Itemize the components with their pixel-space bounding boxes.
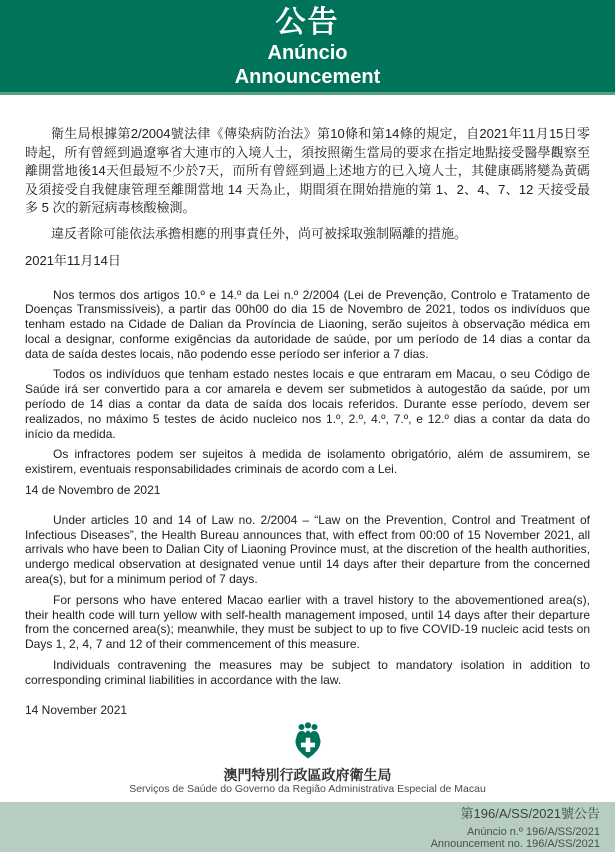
- date-zh: 2021年11月14日: [25, 253, 121, 268]
- date-en: 14 November 2021: [25, 702, 128, 717]
- page-title-zh: 公告: [275, 6, 340, 39]
- organization-name-zh: 澳門特別行政區政府衛生局: [223, 767, 392, 783]
- page-title-en: Announcement: [234, 66, 381, 88]
- paragraph-en-2: For persons who have entered Macao earlier with a travel history to the abovementioned area(s), their health code will turn yellow with self-health management imposed, until 14 days after their departure from the concerned area(s); meanwhile, they must be subject to up to five COVID-19 nucleic acid tests on Days 1, 2, 4, 7 and 12 of their commencement of this measure.: [25, 592, 590, 652]
- header-banner: [0, 0, 615, 95]
- organization-name-pt: Serviços de Saúde do Governo da Região Administrativa Especial de Macau: [129, 783, 486, 795]
- paragraph-pt-3: Os infractores podem ser sujeitos à medida de isolamento obrigatório, além de assumirem, se existirem, eventuais responsabilidades criminais de acordo com a Lei.: [25, 447, 590, 477]
- paragraph-pt-1: Nos termos dos artigos 10.º e 14.º da Lei n.º 2/2004 (Lei de Prevenção, Controlo e Tratamento de Doenças Transmissíveis), a partir das 00h00 do dia 15 de Novembro de 2021, todos os indivíduos que tenham estado na Cidade de Dalian da Província de Liaoning, serão sujeitos à observação médica em local a designar, conforme exigências da autoridade de saúde, por um período de 14 dias a contar da data de saída destes locais, não podendo esse período ser inferior a 7 dias.: [25, 287, 590, 361]
- announcement-body: [0, 95, 615, 717]
- reference-band: [0, 802, 615, 852]
- reference-number-zh: 第196/A/SS/2021號公告: [460, 806, 600, 821]
- paragraph-en-3: Individuals contravening the measures may be subject to mandatory isolation in addition to corresponding criminal liabilities in accordance with the law.: [25, 658, 590, 687]
- page-title-pt: Anúncio: [267, 42, 348, 64]
- date-pt: 14 de Novembro de 2021: [25, 483, 161, 498]
- health-bureau-logo-icon: [292, 722, 324, 765]
- footer: [0, 722, 615, 852]
- reference-number-en: Announcement no. 196/A/SS/2021: [430, 837, 600, 850]
- reference-number-pt: Anúncio n.º 196/A/SS/2021: [466, 826, 600, 838]
- paragraph-en-1: Under articles 10 and 14 of Law no. 2/2004 – “Law on the Prevention, Control and Treatment of Infectious Diseases”, the Health Bureau announces that, with effect from 00:00 of 15 November 2021, all arrivals who have been to Dalian City of Liaoning Province must, at the discretion of the health authorities, undergo medical observation at designated venue until 14 days after their departure from the concerned area(s), but for a minimum period of 7 days.: [25, 512, 590, 587]
- paragraph-zh-1: 衛生局根據第2/2004號法律《傳染病防治法》第10條和第14條的規定，自2021年11月15日零時起，所有曾經到過遼寧省大連市的入境人士，須按照衛生當局的要求在指定地點接受醫學觀察至離開當地後14天但最短不少於7天，而所有曾經到過上述地方的已入境人士，其健康碼將變為黃碼及須接受自我健康管理至離開當地 14 天為止，期間須在開始措施的第 1、2、4、7、12 天接受最多 5 次的新冠病毒核酸檢測。: [25, 126, 590, 215]
- paragraph-zh-2: 違反者除可能依法承擔相應的刑事責任外，尚可被採取強制隔離的措施。: [51, 225, 468, 241]
- paragraph-pt-2: Todos os indivíduos que tenham estado nestes locais e que entraram em Macau, o seu Código de Saúde irá ser convertido para a cor amarela e devem ser submetidos à autogestão da saúde, por um período de 14 dias a contar da data de saída dos locais referidos. Durante esse período, devem ser realizados, no máximo 5 testes de ácido nucleico nos 1.º, 2.º, 4.º, 7.º, e 12.º dias a contar da data do início da medida.: [25, 367, 590, 441]
